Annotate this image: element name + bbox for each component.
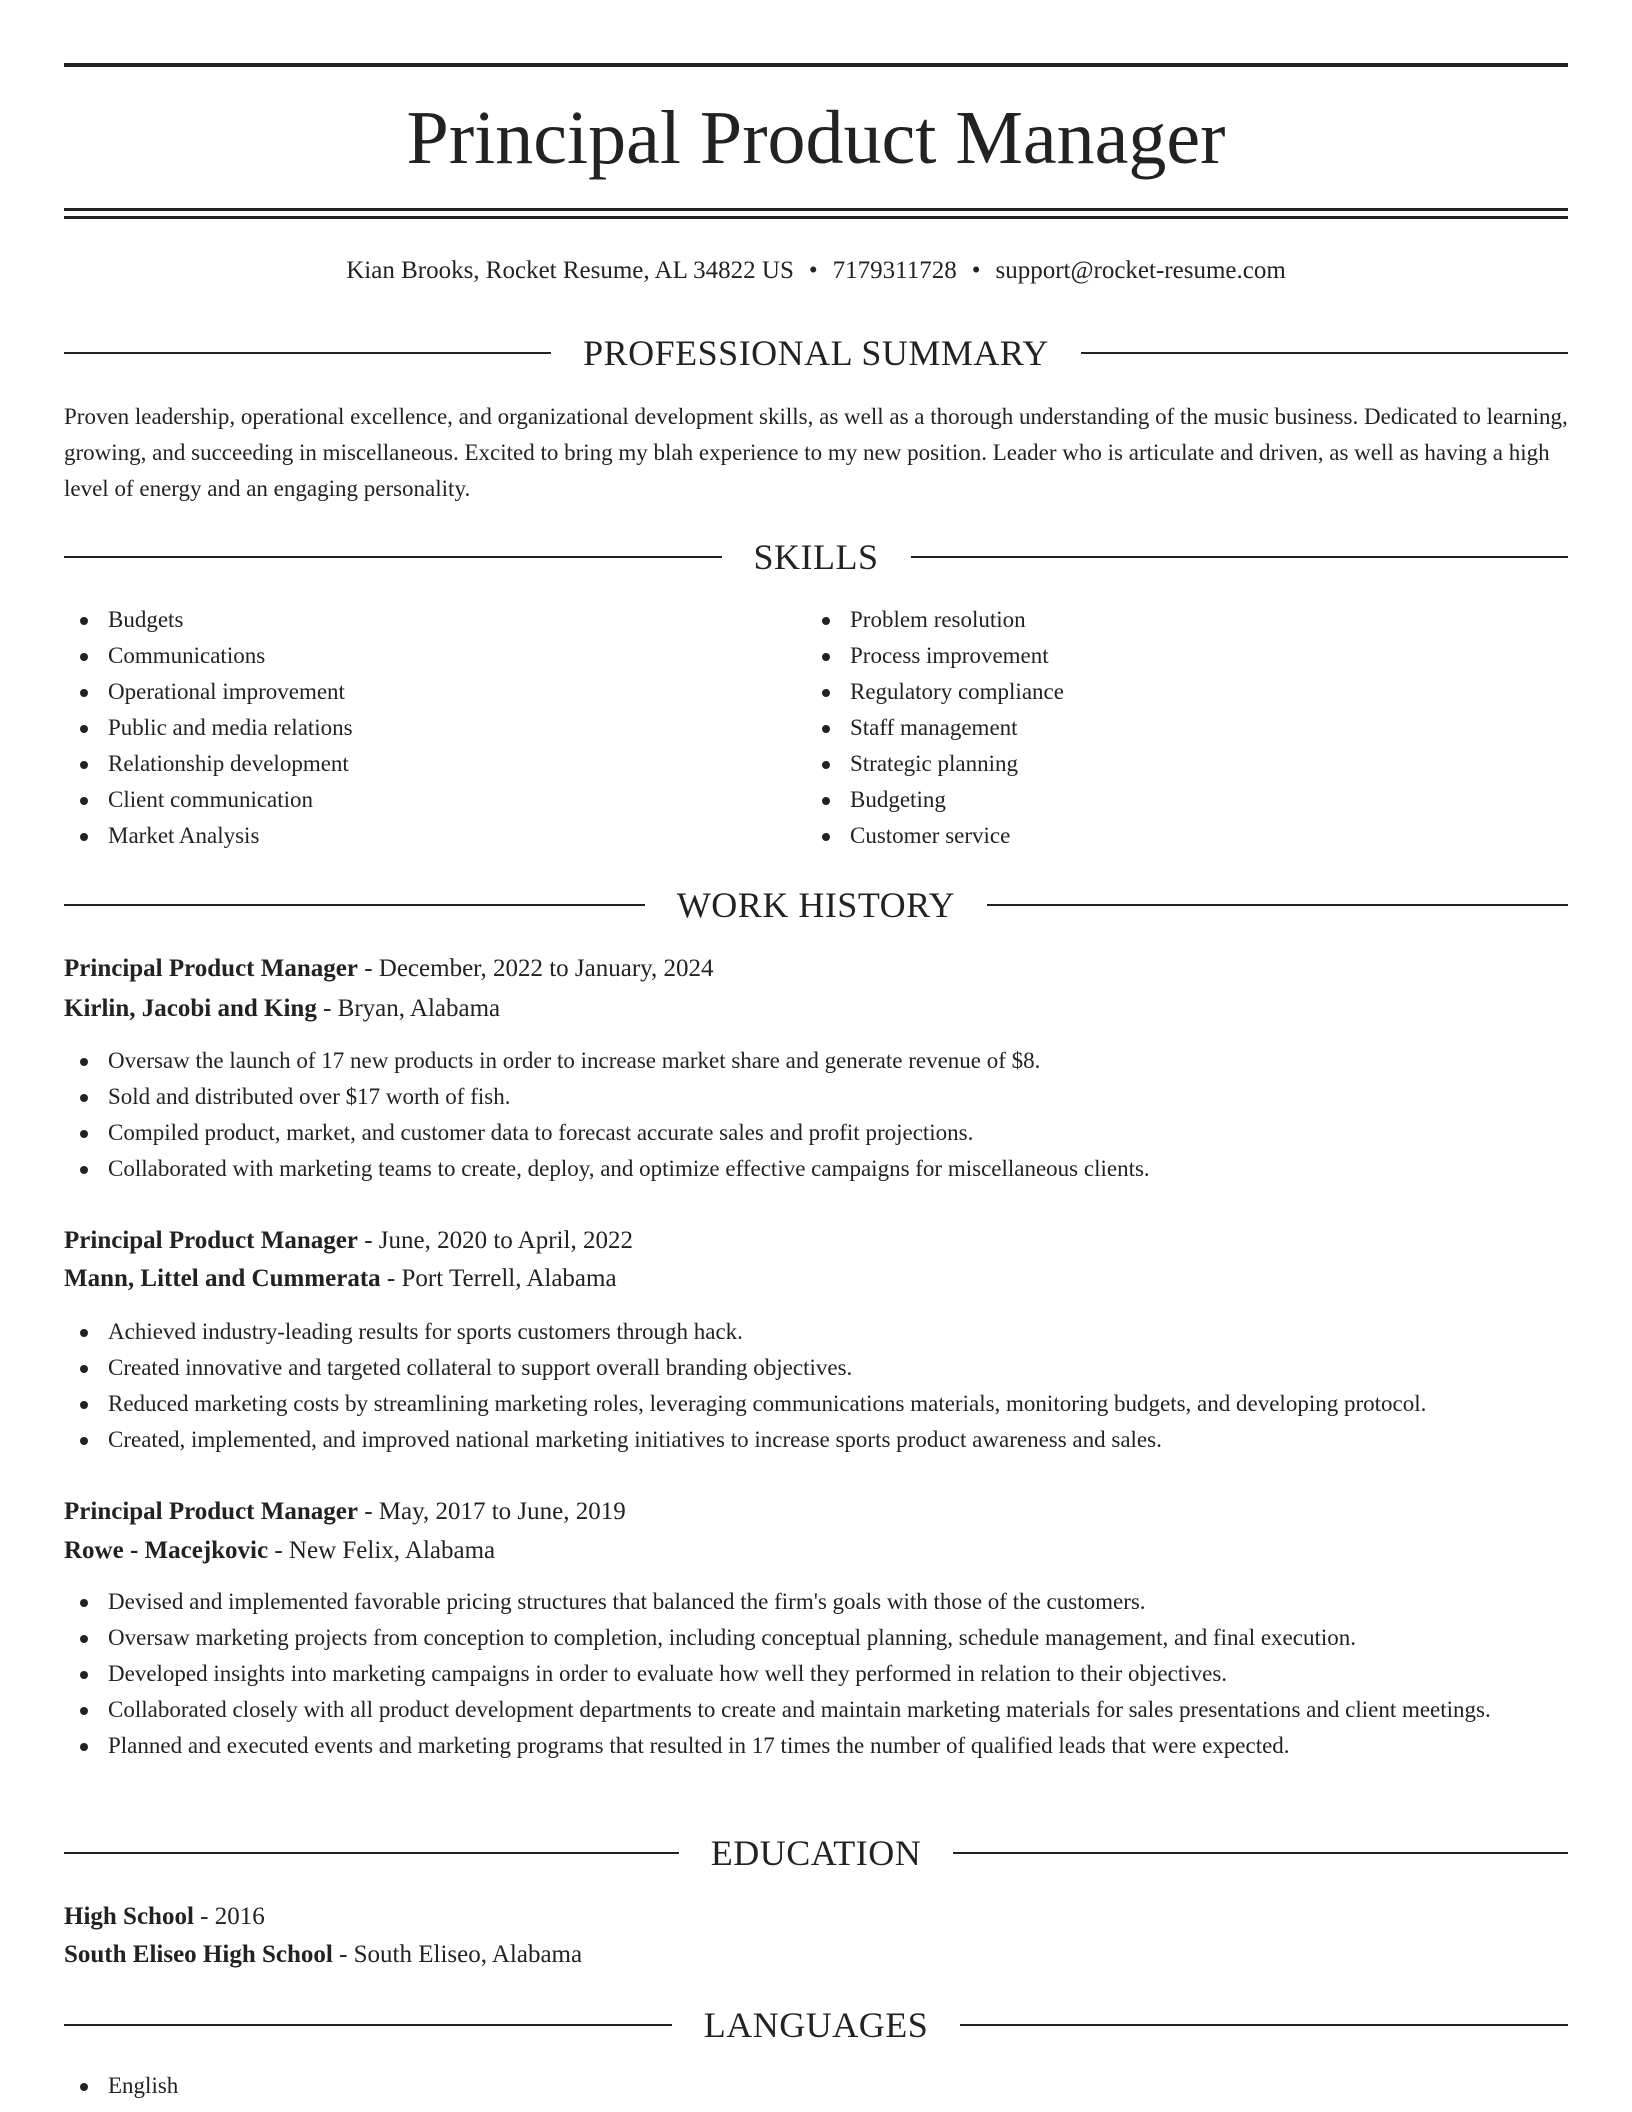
job-company: Kirlin, Jacobi and King [64, 995, 317, 1022]
job-bullet: Created, implemented, and improved national marketing initiatives to increase sports product awareness and sales. [64, 1422, 1568, 1458]
education-school-line [64, 1936, 1568, 1974]
languages-list [64, 2068, 1568, 2104]
skill-item: Budgeting [806, 782, 1566, 818]
heading-rule [987, 904, 1568, 906]
education-year: - 2016 [200, 1903, 265, 1930]
job-company-line [64, 1532, 1568, 1570]
section-heading-languages [64, 2003, 1568, 2047]
header-double-rule-lower [64, 216, 1568, 219]
section-heading-work-history [64, 883, 1568, 927]
job-title-line [64, 950, 1568, 988]
contact-separator: • [808, 257, 818, 284]
heading-rule [64, 2024, 672, 2026]
job-location: - Port Terrell, Alabama [386, 1265, 617, 1292]
section-heading-education [64, 1831, 1568, 1875]
skill-item: Problem resolution [806, 602, 1566, 638]
heading-rule [64, 352, 551, 354]
heading-rule [953, 1852, 1568, 1854]
job-title-line [64, 1222, 1568, 1260]
section-title: EDUCATION [710, 1833, 922, 1873]
skill-item: Regulatory compliance [806, 674, 1566, 710]
skills-list-left [64, 602, 804, 854]
section-title: SKILLS [753, 537, 879, 577]
skill-item: Public and media relations [64, 710, 804, 746]
heading-rule [960, 2024, 1568, 2026]
skill-item: Client communication [64, 782, 804, 818]
language-item: English [64, 2068, 1568, 2104]
job-bullet: Collaborated with marketing teams to create, deploy, and optimize effective campaigns for miscellaneous clients. [64, 1151, 1568, 1187]
skill-item: Market Analysis [64, 818, 804, 854]
job-bullet: Developed insights into marketing campaigns in order to evaluate how well they performed in relation to their objectives. [64, 1656, 1568, 1692]
skills-list-right [806, 602, 1566, 854]
job-location: - Bryan, Alabama [323, 995, 501, 1022]
section-title: WORK HISTORY [676, 885, 956, 925]
skill-item: Communications [64, 638, 804, 674]
job-bullet: Compiled product, market, and customer data to forecast accurate sales and profit projections. [64, 1115, 1568, 1151]
heading-rule [1081, 352, 1568, 354]
job-company: Rowe - Macejkovic [64, 1537, 269, 1564]
job-location: - New Felix, Alabama [274, 1537, 496, 1564]
summary-text: Proven leadership, operational excellence, and organizational development skills, as well as a thorough understanding of the music business. Dedicated to learning, growing, and succeeding in miscellaneous. Excited to bring my blah experience to my new position. Leader who is articulate and driven, as well as having a high level of energy and an engaging personality. [64, 404, 1568, 501]
education-degree-line [64, 1898, 1568, 1936]
job-title: Principal Product Manager [64, 1498, 358, 1525]
education-school: South Eliseo High School [64, 1941, 333, 1968]
education-degree: High School [64, 1903, 194, 1930]
job-bullet: Created innovative and targeted collateral to support overall branding objectives. [64, 1350, 1568, 1386]
job-dates: - December, 2022 to January, 2024 [364, 955, 714, 982]
section-title: LANGUAGES [703, 2005, 929, 2045]
contact-phone: 7179311728 [832, 257, 957, 284]
page-title: Principal Product Manager [406, 96, 1226, 180]
skill-item: Customer service [806, 818, 1566, 854]
job-bullet: Sold and distributed over $17 worth of fish. [64, 1079, 1568, 1115]
skill-item: Operational improvement [64, 674, 804, 710]
job-bullet: Oversaw marketing projects from conception to completion, including conceptual planning, schedule management, and final execution. [64, 1620, 1568, 1656]
job-title: Principal Product Manager [64, 955, 358, 982]
job-bullet: Planned and executed events and marketing programs that resulted in 17 times the number of qualified leads that were expected. [64, 1728, 1568, 1764]
job-company: Mann, Littel and Cummerata [64, 1265, 381, 1292]
header-double-rule-upper [64, 208, 1568, 211]
education-location: - South Eliseo, Alabama [339, 1941, 583, 1968]
job-bullet: Reduced marketing costs by streamlining marketing roles, leveraging communications materials, monitoring budgets, and developing protocol. [64, 1386, 1568, 1422]
job-bullet: Collaborated closely with all product development departments to create and maintain marketing materials for sales presentations and client meetings. [64, 1692, 1568, 1728]
job-title-line [64, 1493, 1568, 1531]
job-dates: - June, 2020 to April, 2022 [364, 1227, 633, 1254]
heading-rule [64, 556, 722, 558]
job-company-line [64, 1260, 1568, 1298]
job-dates: - May, 2017 to June, 2019 [364, 1498, 626, 1525]
job-company-line [64, 990, 1568, 1028]
contact-address: Kian Brooks, Rocket Resume, AL 34822 US [346, 257, 794, 284]
job-bullets [64, 1043, 1568, 1187]
skill-item: Budgets [64, 602, 804, 638]
heading-rule [64, 1852, 679, 1854]
skill-item: Staff management [806, 710, 1566, 746]
job-title: Principal Product Manager [64, 1227, 358, 1254]
job-bullets [64, 1584, 1568, 1764]
skill-item: Relationship development [64, 746, 804, 782]
job-bullet: Achieved industry-leading results for sports customers through hack. [64, 1314, 1568, 1350]
contact-line [64, 254, 1568, 288]
job-bullets [64, 1314, 1568, 1458]
contact-email: support@rocket-resume.com [995, 257, 1286, 284]
skill-item: Process improvement [806, 638, 1566, 674]
contact-separator: • [971, 257, 981, 284]
section-heading-skills [64, 535, 1568, 579]
header-top-rule [64, 63, 1568, 67]
job-bullet: Oversaw the launch of 17 new products in order to increase market share and generate revenue of $8. [64, 1043, 1568, 1079]
section-heading-summary [64, 331, 1568, 375]
heading-rule [911, 556, 1569, 558]
skill-item: Strategic planning [806, 746, 1566, 782]
section-title: PROFESSIONAL SUMMARY [583, 333, 1049, 373]
job-bullet: Devised and implemented favorable pricing structures that balanced the firm's goals with those of the customers. [64, 1584, 1568, 1620]
heading-rule [64, 904, 645, 906]
